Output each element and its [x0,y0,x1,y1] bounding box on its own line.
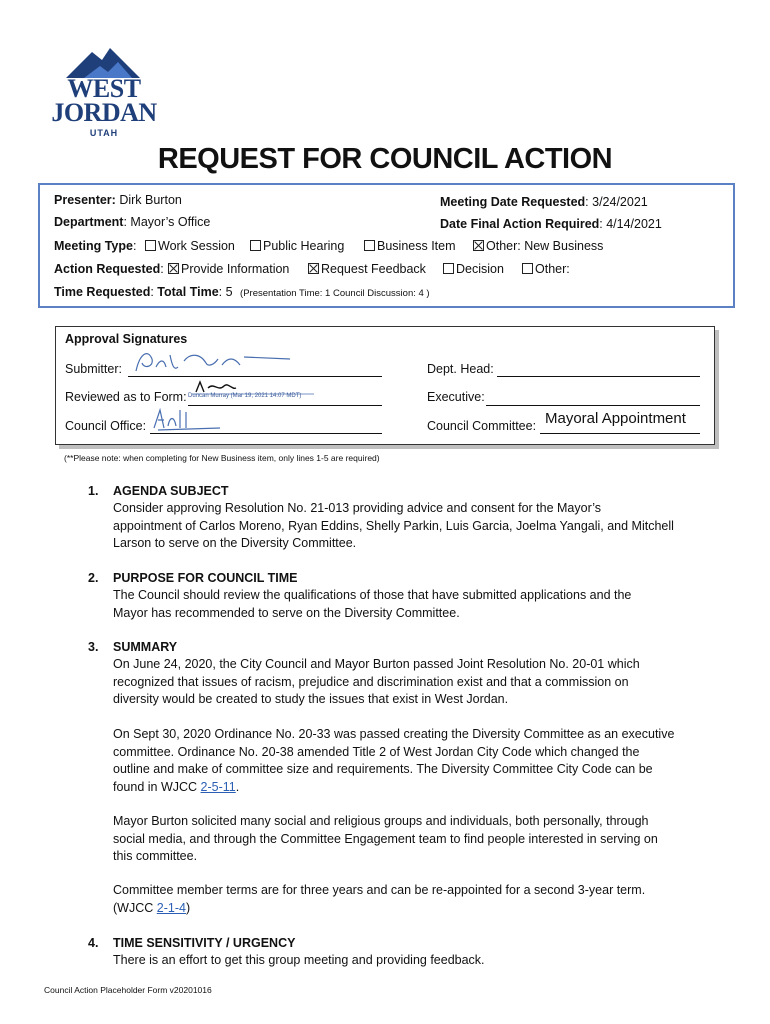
logo-line2: JORDAN [51,98,157,127]
section-3-line: outline and make of committee size and requirements. The Diversity Committee City Code can be [113,762,653,776]
section-3-line: recognized that issues of racism, prejudice and discrimination exist and that a commission on [113,674,629,689]
section-3-line [113,900,703,918]
decision-checkbox[interactable] [443,263,454,274]
option-business-item[interactable] [364,239,456,253]
department-row [54,215,210,229]
section-1-number: 1. [88,484,99,498]
option-other-new-business[interactable] [473,239,603,253]
presenter-label: Presenter: [54,193,116,207]
wjcc-2-5-11-link[interactable]: 2-5-11 [200,779,236,794]
section-3-number: 3. [88,640,99,654]
logo-line3: UTAH [89,128,119,138]
meeting-date-row [440,195,648,209]
page-title: REQUEST FOR COUNCIL ACTION [157,143,613,175]
section-2-line: The Council should review the qualifications of those that have submitted applications and the [113,588,632,602]
dept-head-signature-line[interactable] [497,375,700,377]
submitter-label: Submitter: [65,362,122,376]
council-office-signature-line[interactable] [150,432,382,434]
final-date-label: Date Final Action Required [440,217,600,231]
other-new-business-label: Other: New Business [486,239,604,253]
section-3-line: this committee. [113,849,198,863]
presenter-value: Dirk Burton [119,193,182,207]
time-requested-label: Time Requested [54,285,151,299]
section-3-heading: SUMMARY [113,640,178,654]
logo-line1: WEST [67,74,141,103]
section-4-body [113,952,703,970]
total-time-label: Total Time [157,285,219,299]
wjcc-prefix: found in WJCC [113,779,201,794]
presenter-row [54,193,182,207]
completion-note: (**Please note: when completing for New Business item, only lines 1-5 are required) [64,453,380,463]
total-time-value: : 5 [218,285,233,299]
work-session-label: Work Session [158,239,235,253]
request-feedback-label: Request Feedback [321,262,426,276]
wjcc-suffix: . [235,779,240,794]
section-3-paragraph-3 [113,813,703,866]
committee-line[interactable] [540,432,700,434]
section-3-line: Committee member terms are for three years and can be re-appointed for a second 3-year term. [113,883,646,897]
section-3-line: committee. Ordinance No. 20-38 amended Title 2 of West Jordan City Code which changed the [113,744,640,759]
executive-label: Executive: [427,390,485,404]
council-office-signature [150,406,230,432]
section-1-line: appointment of Carlos Moreno, Ryan Eddins, Shelly Parkin, Luis Garcia, Joelma Yangali, and Mitchell [113,518,674,533]
meeting-type-sep: : [132,239,137,253]
section-1-line: Larson to serve on the Diversity Committee. [113,536,357,550]
committee-label: Council Committee: [427,419,537,433]
option-public-hearing[interactable] [250,239,344,253]
meeting-type-label: Meeting Type [54,239,133,253]
request-feedback-checkbox[interactable] [308,263,319,274]
section-3-line: On June 24, 2020, the City Council and Mayor Burton passed Joint Resolution No. 20-01 which [113,657,640,671]
dept-head-label: Dept. Head: [427,362,494,376]
section-2-body [113,587,703,622]
council-office-label: Council Office: [65,419,147,433]
action-requested-row [54,262,164,276]
committee-value: Mayoral Appointment [545,410,686,427]
section-3-paragraph-2 [113,726,703,796]
wjcc-2-1-4-link[interactable]: 2-1-4 [156,900,186,915]
action-requested-sep: : [160,262,164,276]
final-date-value: : 4/14/2021 [599,217,662,231]
provide-information-label: Provide Information [181,262,290,276]
reviewed-stamp: Duncan Murray (Mar 19, 2021 14:07 MDT) [188,393,302,399]
section-3-line: On Sept 30, 2020 Ordinance No. 20-33 was passed creating the Diversity Committee as an executive [113,727,675,741]
wjcc-prefix: (WJCC [113,900,157,915]
public-hearing-label: Public Hearing [263,239,345,253]
public-hearing-checkbox[interactable] [250,240,261,251]
submitter-signature [130,345,300,377]
section-1-line: Consider approving Resolution No. 21-013 providing advice and consent for the Mayor’s [113,501,602,515]
approval-heading: Approval Signatures [65,332,188,346]
other-label: Other: [535,262,570,276]
section-3-line: Mayor Burton solicited many social and religious groups and individuals, both personally, through [113,814,649,828]
executive-signature-line[interactable] [486,404,700,406]
option-work-session[interactable] [145,239,235,253]
department-label: Department [54,215,124,229]
footer-form-version: Council Action Placeholder Form v20201016 [44,985,212,995]
section-2-number: 2. [88,571,99,585]
work-session-checkbox[interactable] [145,240,156,251]
meeting-date-label: Meeting Date Requested [440,195,586,209]
west-jordan-logo [44,44,164,140]
wjcc-suffix: ) [185,900,191,915]
section-3-paragraph-4 [113,882,703,917]
section-2-heading: PURPOSE FOR COUNCIL TIME [113,571,298,585]
option-provide-information[interactable] [168,262,289,276]
business-item-checkbox[interactable] [364,240,375,251]
provide-information-checkbox[interactable] [168,263,179,274]
final-date-row [440,217,662,231]
section-1-body [113,500,703,553]
decision-label: Decision [456,262,504,276]
time-detail: (Presentation Time: 1 Council Discussion: 4 ) [240,288,430,299]
section-3-line: social media, and through the Committee Engagement team to find people interested in serving on [113,831,658,846]
time-requested-row [54,285,430,299]
section-1-heading: AGENDA SUBJECT [113,484,229,498]
option-other[interactable] [522,262,570,276]
other-checkbox[interactable] [522,263,533,274]
section-4-number: 4. [88,936,99,950]
option-request-feedback[interactable] [308,262,426,276]
section-4-line: There is an effort to get this group meeting and providing feedback. [113,953,485,967]
section-3-paragraph-1 [113,656,703,709]
action-requested-label: Action Requested [54,262,161,276]
section-4-heading: TIME SENSITIVITY / URGENCY [113,936,296,950]
section-2-line: Mayor has recommended to serve on the Diversity Committee. [113,605,460,620]
business-item-label: Business Item [377,239,456,253]
option-decision[interactable] [443,262,504,276]
reviewed-label: Reviewed as to Form: [65,390,187,404]
section-3-line: diversity would be created to study the issues that exist in West Jordan. [113,692,509,706]
other-new-business-checkbox[interactable] [473,240,484,251]
time-requested-sep: : [150,285,154,299]
meeting-date-value: : 3/24/2021 [585,195,648,209]
meeting-type-row [54,239,136,253]
department-value: : Mayor’s Office [123,215,211,229]
section-3-line [113,779,703,797]
